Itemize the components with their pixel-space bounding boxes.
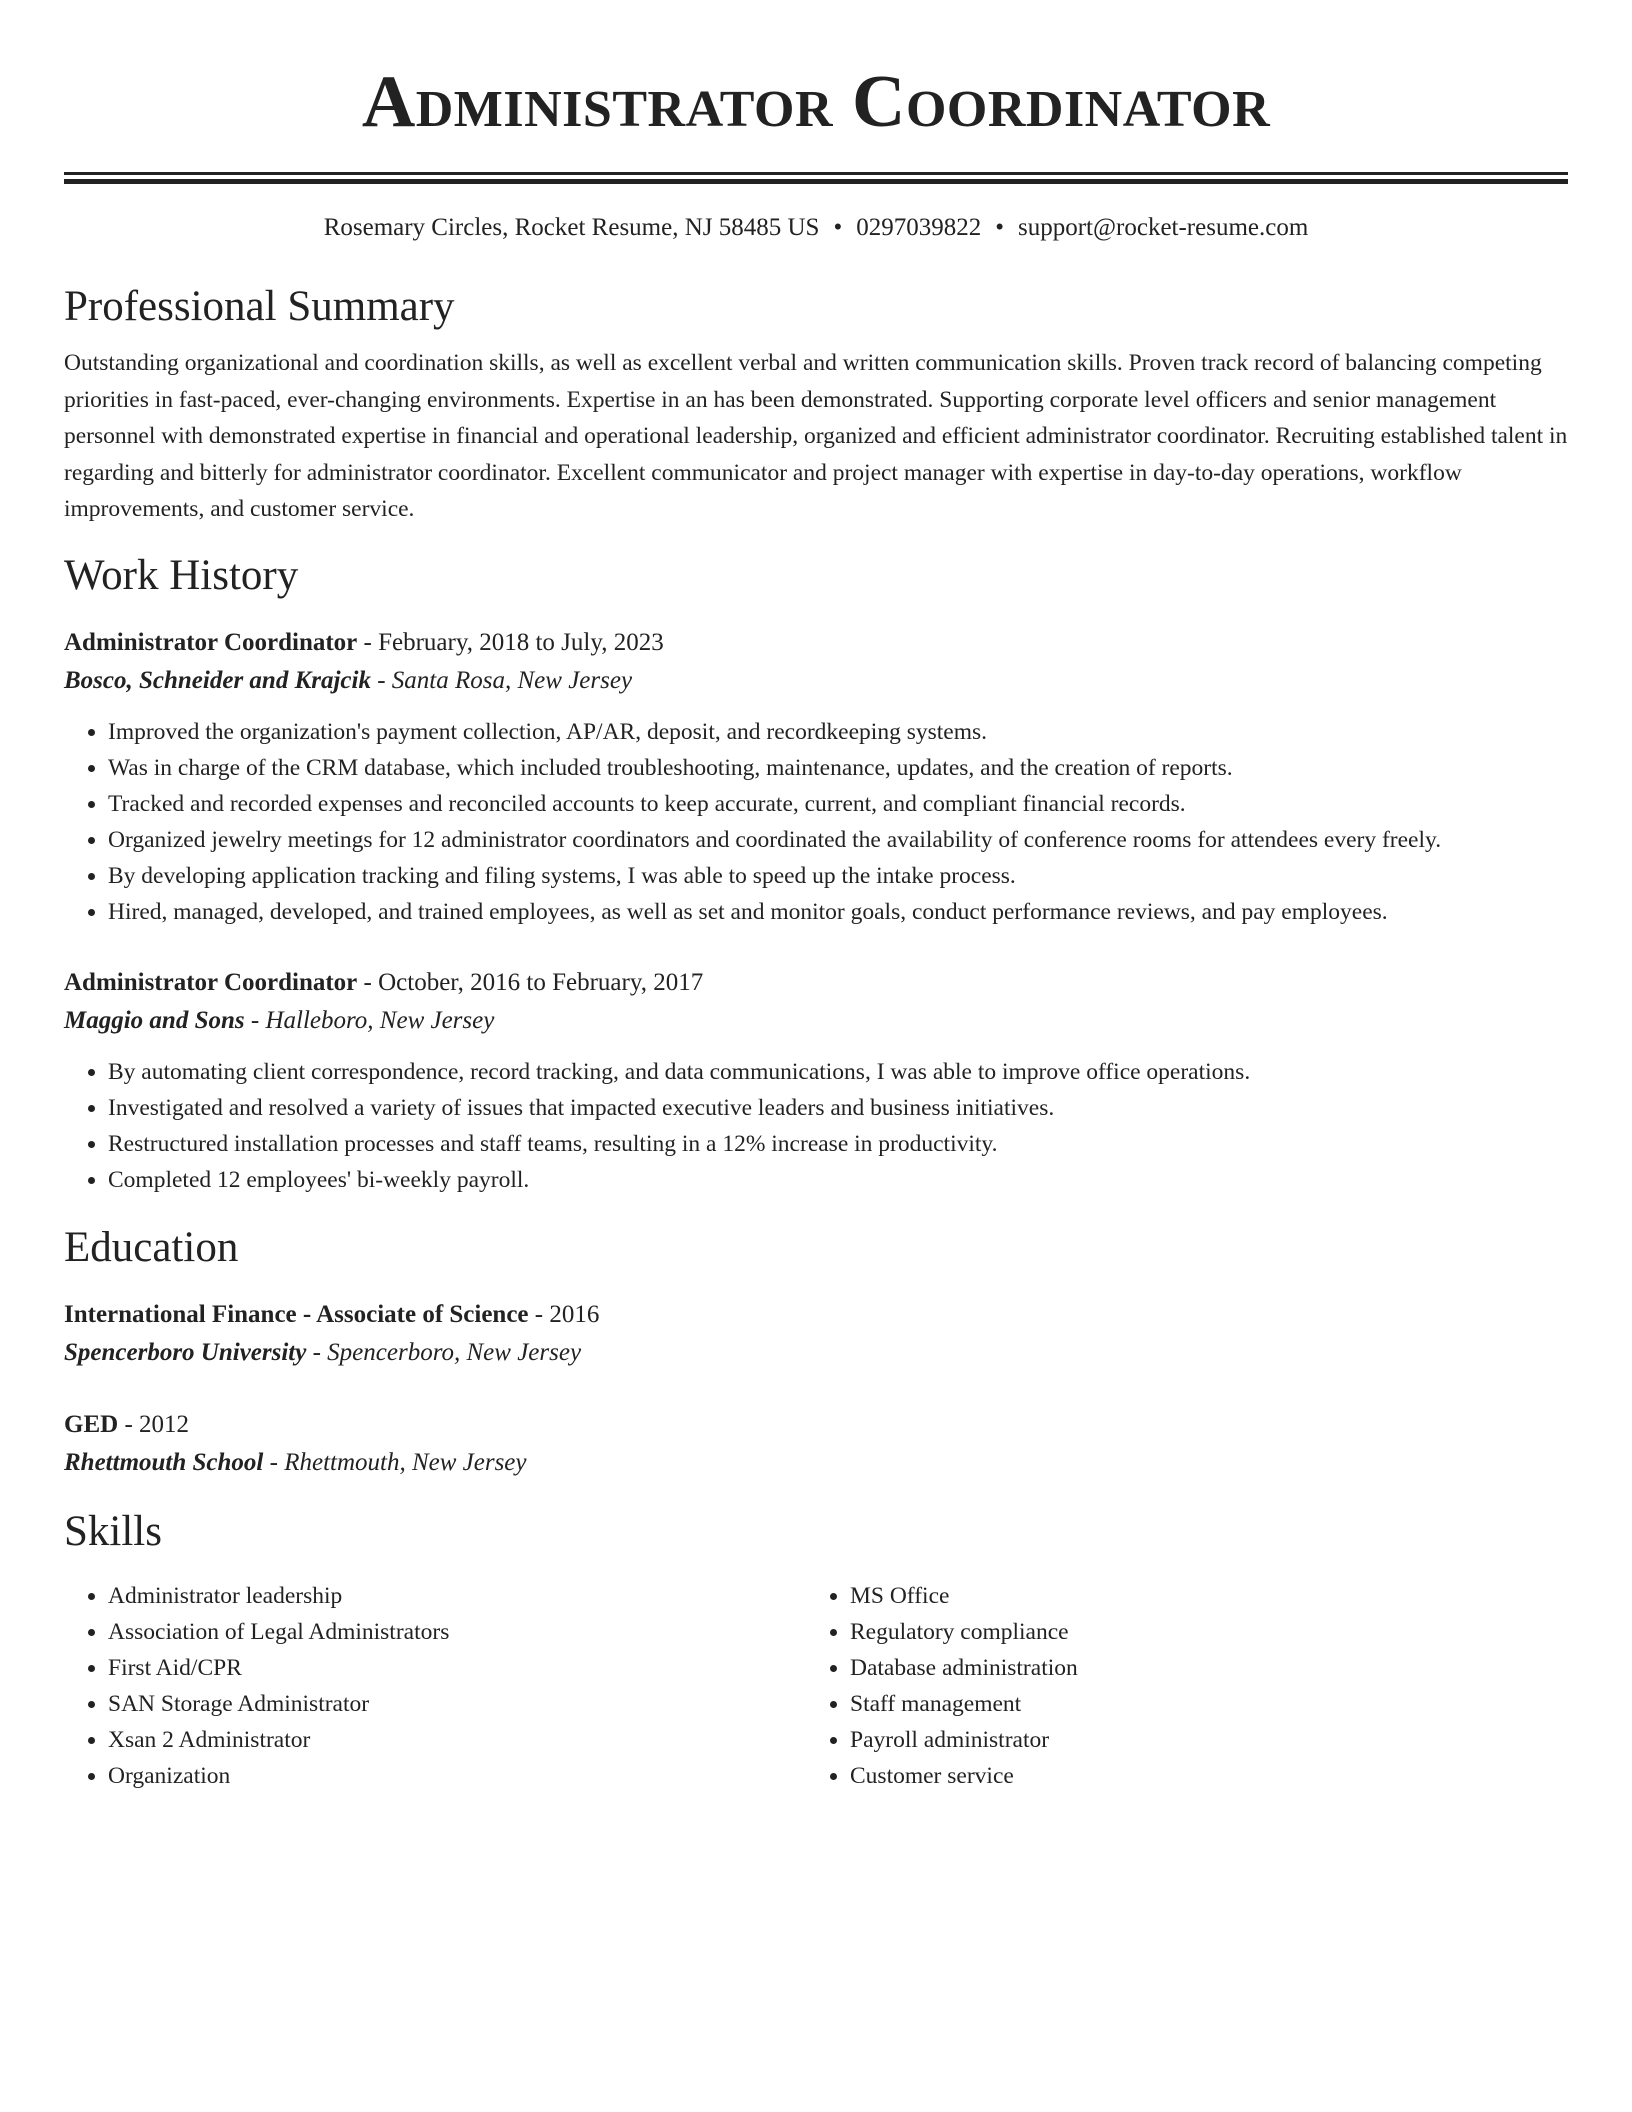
degree-name: GED bbox=[64, 1410, 119, 1438]
skill-item: • Association of Legal Administrators bbox=[108, 1614, 806, 1650]
school-line bbox=[64, 1444, 1568, 1482]
job-bullet: • Investigated and resolved a variety of issues that impacted executive leaders and business initiatives. bbox=[108, 1090, 1568, 1126]
contact-phone: 0297039822 bbox=[856, 214, 982, 241]
skills-column-left bbox=[64, 1578, 806, 1794]
school-name: Spencerboro University bbox=[64, 1338, 307, 1366]
job-company: Bosco, Schneider and Krajcik bbox=[64, 666, 371, 694]
contact-line bbox=[64, 211, 1568, 245]
job-bullet: • By automating client correspondence, record tracking, and data communications, I was able to improve office operations. bbox=[108, 1054, 1568, 1090]
job-bullet: • Tracked and recorded expenses and reconciled accounts to keep accurate, current, and compliant financial records. bbox=[108, 786, 1568, 822]
skill-item: • Regulatory compliance bbox=[850, 1614, 1548, 1650]
job-location: - Halleboro, New Jersey bbox=[244, 1006, 495, 1034]
job-bullet: • By developing application tracking and filing systems, I was able to speed up the intake process. bbox=[108, 858, 1568, 894]
skill-item: • SAN Storage Administrator bbox=[108, 1686, 806, 1722]
contact-address: Rosemary Circles, Rocket Resume, NJ 58485 US bbox=[323, 214, 820, 241]
job-entry bbox=[64, 624, 1568, 930]
job-entry bbox=[64, 964, 1568, 1198]
school-line bbox=[64, 1334, 1568, 1372]
job-bullet: • Hired, managed, developed, and trained employees, as well as set and monitor goals, conduct performance reviews, and pay employees. bbox=[108, 894, 1568, 930]
candidate-name: Administrator Coordinator bbox=[361, 61, 1271, 143]
job-bullet: • Improved the organization's payment collection, AP/AR, deposit, and recordkeeping systems. bbox=[108, 714, 1568, 750]
job-title-line bbox=[64, 624, 1568, 662]
job-dates: - February, 2018 to July, 2023 bbox=[357, 628, 664, 656]
work-history-heading: Work History bbox=[64, 551, 299, 599]
skill-item: • First Aid/CPR bbox=[108, 1650, 806, 1686]
header-divider bbox=[64, 172, 1568, 175]
skills-heading: Skills bbox=[64, 1507, 162, 1555]
job-role: Administrator Coordinator bbox=[64, 628, 358, 656]
education-heading: Education bbox=[64, 1223, 239, 1271]
contact-email: support@rocket-resume.com bbox=[1018, 214, 1309, 241]
school-location: - Spencerboro, New Jersey bbox=[306, 1338, 582, 1366]
job-bullet: • Completed 12 employees' bi-weekly payroll. bbox=[108, 1162, 1568, 1198]
skills-columns bbox=[64, 1578, 1568, 1794]
skills-column-right bbox=[806, 1578, 1548, 1794]
skills-list bbox=[64, 1578, 806, 1794]
job-company: Maggio and Sons bbox=[64, 1006, 245, 1034]
degree-line bbox=[64, 1296, 1568, 1334]
education-entry bbox=[64, 1406, 1568, 1482]
skill-item: • Staff management bbox=[850, 1686, 1548, 1722]
skill-item: • Administrator leadership bbox=[108, 1578, 806, 1614]
skill-item: • Payroll administrator bbox=[850, 1722, 1548, 1758]
skill-item: • Customer service bbox=[850, 1758, 1548, 1794]
contact-separator: • bbox=[833, 214, 843, 241]
summary-heading: Professional Summary bbox=[64, 283, 455, 330]
skill-item: • Organization bbox=[108, 1758, 806, 1794]
job-bullet: • Restructured installation processes and staff teams, resulting in a 12% increase in productivity. bbox=[108, 1126, 1568, 1162]
degree-year: - 2012 bbox=[118, 1410, 190, 1438]
education-entry bbox=[64, 1296, 1568, 1372]
degree-name: International Finance - Associate of Science bbox=[64, 1300, 529, 1328]
contact-separator: • bbox=[995, 214, 1004, 241]
school-location: - Rhettmouth, New Jersey bbox=[263, 1448, 527, 1476]
job-bullet: • Was in charge of the CRM database, which included troubleshooting, maintenance, updates, and the creation of reports. bbox=[108, 750, 1568, 786]
resume-page bbox=[64, 0, 1568, 1794]
job-dates: - October, 2016 to February, 2017 bbox=[357, 968, 704, 996]
job-company-line bbox=[64, 662, 1568, 700]
job-bullets bbox=[64, 1054, 1568, 1198]
summary-text: Outstanding organizational and coordination skills, as well as excellent verbal and written communication skills. Proven track record of balancing competing priorities in fast-paced, ever-changing environments. Expertise in an has been demonstrated. Supporting corporate level officers and senior management personnel with demonstrated expertise in financial and operational leadership, organized and efficient administrator coordinator. Recruiting established talent in regarding and bitterly for administrator coordinator. Excellent communicator and project manager with expertise in day-to-day operations, workflow improvements, and customer service. bbox=[64, 350, 1568, 522]
degree-line bbox=[64, 1406, 1568, 1444]
job-title-line bbox=[64, 964, 1568, 1002]
school-name: Rhettmouth School bbox=[64, 1448, 264, 1476]
skills-list bbox=[806, 1578, 1548, 1794]
skill-item: • MS Office bbox=[850, 1578, 1548, 1614]
job-company-line bbox=[64, 1002, 1568, 1040]
job-location: - Santa Rosa, New Jersey bbox=[370, 666, 633, 694]
skill-item: • Database administration bbox=[850, 1650, 1548, 1686]
job-bullets bbox=[64, 714, 1568, 930]
job-role: Administrator Coordinator bbox=[64, 968, 358, 996]
skill-item: • Xsan 2 Administrator bbox=[108, 1722, 806, 1758]
job-bullet: • Organized jewelry meetings for 12 administrator coordinators and coordinated the availability of conference rooms for attendees every freely. bbox=[108, 822, 1568, 858]
degree-year: - 2016 bbox=[528, 1300, 600, 1328]
